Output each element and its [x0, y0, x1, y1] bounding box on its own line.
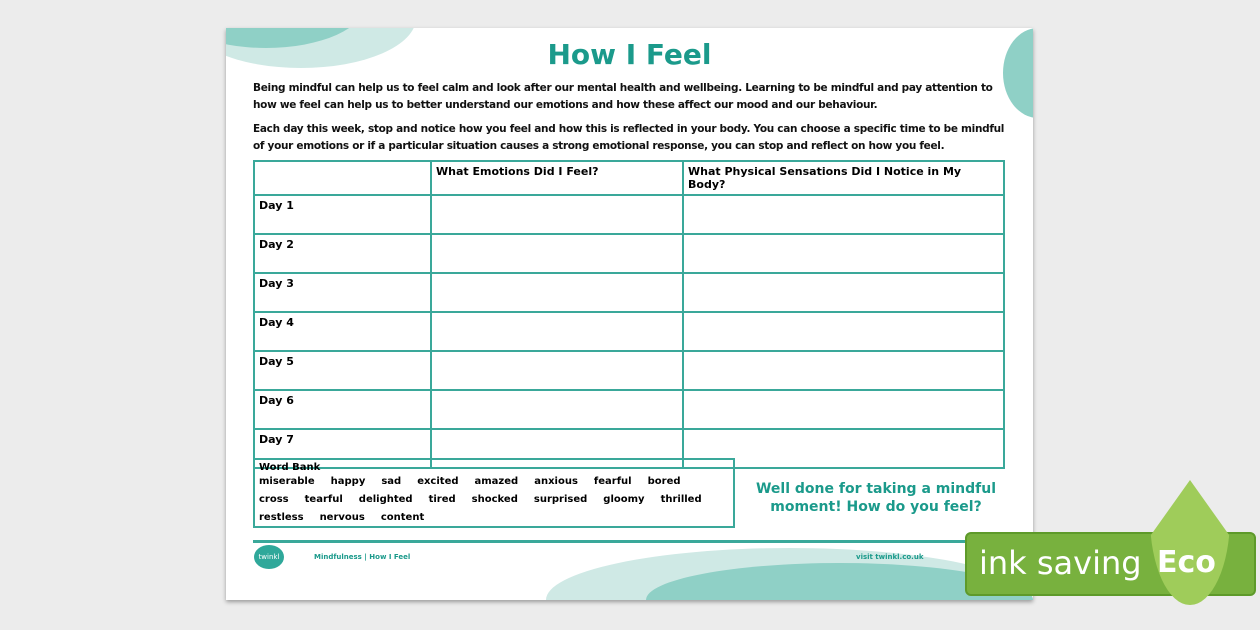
emotions-cell[interactable]: [431, 273, 683, 312]
table-row: [254, 312, 1004, 351]
closing-message: Well done for taking a mindful moment! How do you feel?: [755, 481, 997, 515]
eco-label: Eco: [1157, 545, 1216, 580]
table-row: [254, 273, 1004, 312]
sensations-cell[interactable]: [683, 390, 1004, 429]
word-bank-word: sad: [381, 476, 402, 487]
word-list: [259, 473, 729, 527]
word-bank-word: tearful: [304, 494, 343, 505]
sensations-cell[interactable]: [683, 234, 1004, 273]
worksheet-page: [226, 28, 1033, 600]
word-bank-word: bored: [647, 476, 681, 487]
day-label: Day 6: [254, 390, 431, 429]
header-blank: [254, 161, 431, 195]
sensations-cell[interactable]: [683, 312, 1004, 351]
word-bank: [253, 458, 735, 528]
table-row: [254, 351, 1004, 390]
word-bank-word: cross: [259, 494, 289, 505]
day-label: Day 1: [254, 195, 431, 234]
emotions-cell[interactable]: [431, 195, 683, 234]
word-bank-word: shocked: [471, 494, 518, 505]
twinkl-logo: twinkl: [254, 545, 284, 569]
ink-saving-label: ink saving: [979, 544, 1142, 582]
footer-divider: [253, 540, 1005, 543]
word-bank-word: miserable: [259, 476, 315, 487]
emotions-cell[interactable]: [431, 351, 683, 390]
word-bank-word: surprised: [533, 494, 588, 505]
sensations-cell[interactable]: [683, 195, 1004, 234]
word-bank-word: thrilled: [660, 494, 702, 505]
sensations-cell[interactable]: [683, 351, 1004, 390]
intro-paragraph: Being mindful can help us to feel calm and look after our mental health and wellbeing. Learning to be mindful and pay attention to how we feel can help us to better understand our emotions and how these affect our mood and our behaviour.: [253, 82, 993, 111]
emotions-cell[interactable]: [431, 312, 683, 351]
word-bank-title: Word Bank: [259, 462, 321, 473]
feelings-table: [253, 160, 1005, 469]
table-row: [254, 234, 1004, 273]
word-bank-word: happy: [330, 476, 366, 487]
day-label: Day 5: [254, 351, 431, 390]
page-title: How I Feel: [547, 38, 712, 71]
word-bank-word: delighted: [358, 494, 413, 505]
emotions-cell[interactable]: [431, 234, 683, 273]
word-bank-word: tired: [428, 494, 456, 505]
table-row: [254, 195, 1004, 234]
word-bank-word: nervous: [319, 512, 365, 523]
word-bank-word: excited: [417, 476, 459, 487]
table-row: [254, 390, 1004, 429]
word-bank-word: amazed: [474, 476, 519, 487]
sensations-cell[interactable]: [683, 273, 1004, 312]
footer-link[interactable]: visit twinkl.co.uk: [856, 553, 924, 561]
day-label: Day 4: [254, 312, 431, 351]
word-bank-word: fearful: [593, 476, 632, 487]
day-label: Day 2: [254, 234, 431, 273]
emotions-cell[interactable]: [431, 390, 683, 429]
header-sensations: What Physical Sensations Did I Notice in My Body?: [683, 161, 1004, 195]
instructions-paragraph: Each day this week, stop and notice how you feel and how this is reflected in your body. You can choose a specific time to be mindful of your emotions or if a particular situation causes a strong emotional response, you can stop and reflect on how you feel.: [253, 123, 1005, 152]
word-bank-word: restless: [259, 512, 304, 523]
word-bank-word: content: [380, 512, 425, 523]
header-emotions: What Emotions Did I Feel?: [431, 161, 683, 195]
footer-title: Mindfulness | How I Feel: [314, 553, 411, 561]
day-label: Day 7: [254, 429, 431, 468]
word-bank-word: anxious: [534, 476, 578, 487]
word-bank-word: gloomy: [603, 494, 645, 505]
day-label: Day 3: [254, 273, 431, 312]
